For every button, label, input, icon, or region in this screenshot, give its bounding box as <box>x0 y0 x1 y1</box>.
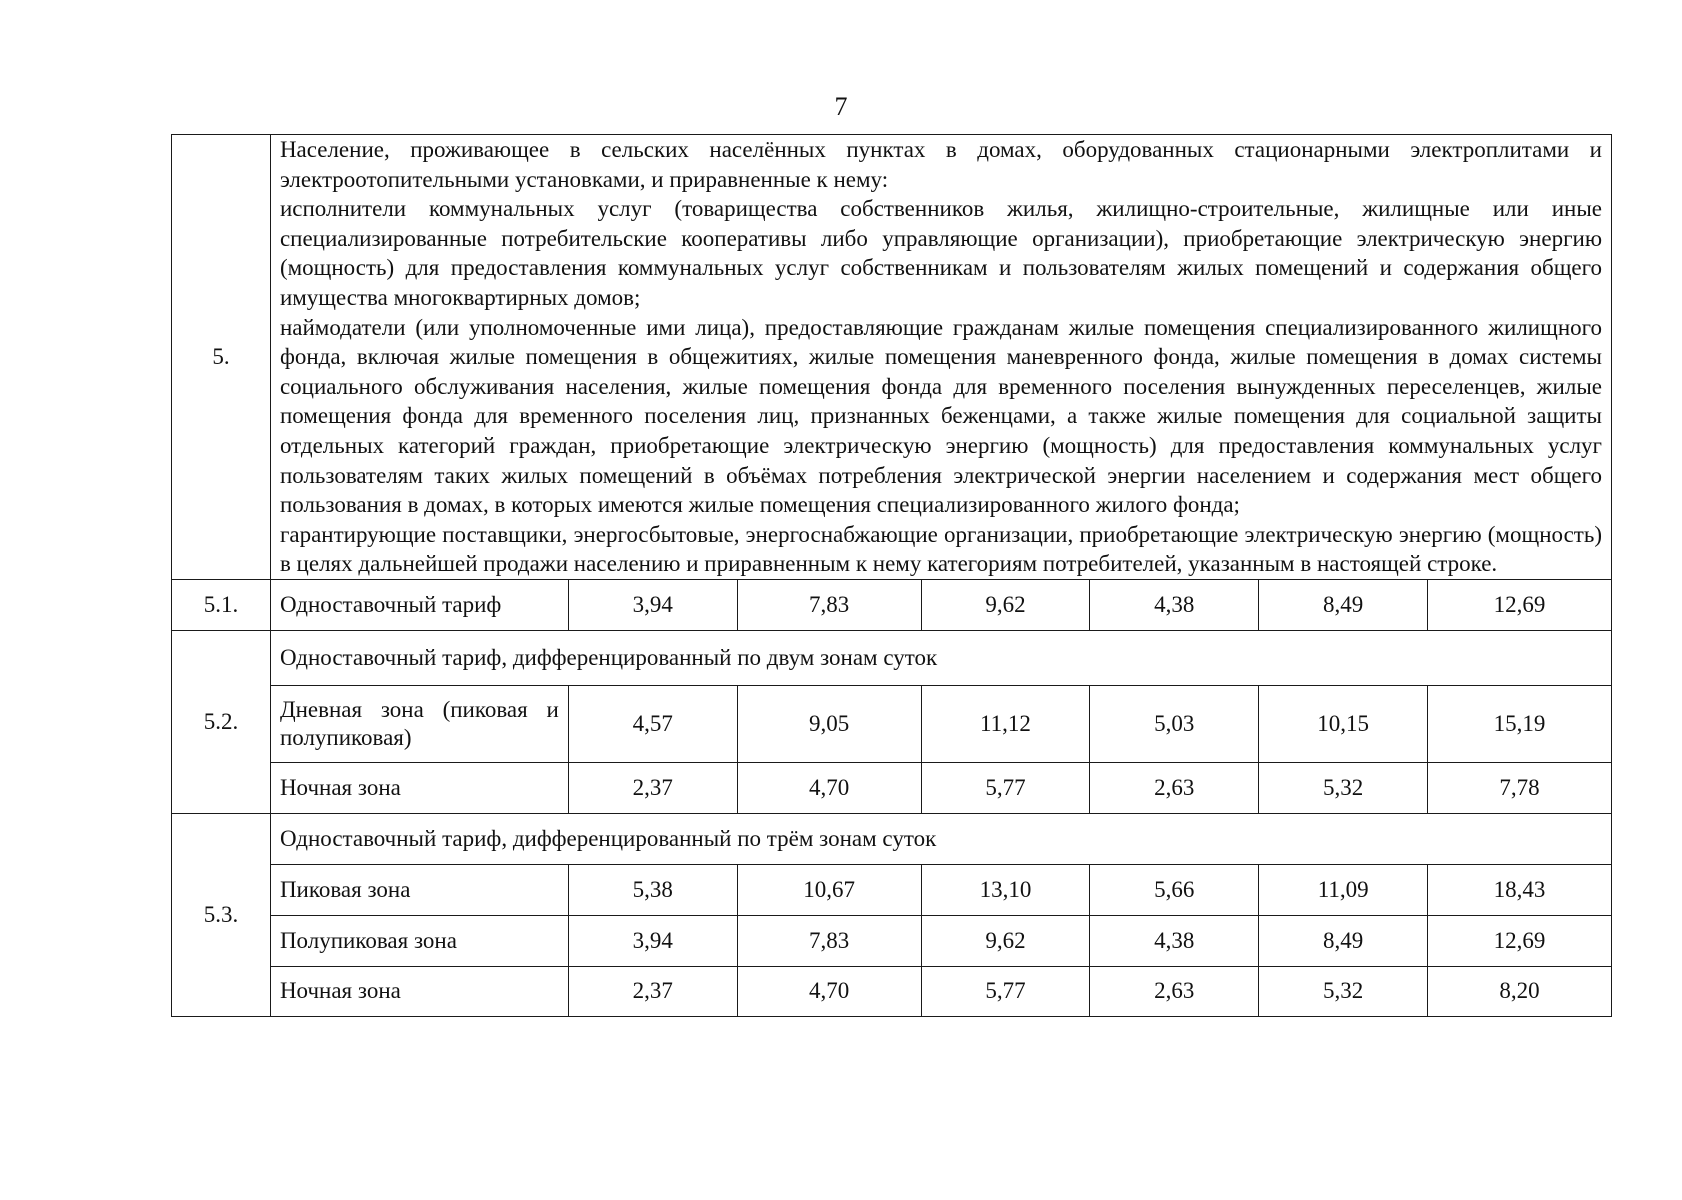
tariff-value: 4,38 <box>1090 915 1259 966</box>
section-row <box>172 135 1612 580</box>
tariff-value: 11,12 <box>921 685 1090 762</box>
section-paragraph: гарантирующие поставщики, энергосбытовые, энергоснабжающие организации, приобретающие электрическую энергию (мощность) в целях дальнейшей продажи населению и приравненным к нему категориям потребителей, указанным в настоящей строке. <box>279 521 1602 577</box>
tariff-value: 13,10 <box>921 864 1090 915</box>
section-number: 5. <box>172 135 271 580</box>
tariff-value: 8,20 <box>1428 966 1612 1016</box>
tariff-value: 5,32 <box>1259 966 1428 1016</box>
tariff-value: 5,77 <box>921 966 1090 1016</box>
tariff-value: 12,69 <box>1428 915 1612 966</box>
tariff-value: 8,49 <box>1259 915 1428 966</box>
tariff-value: 2,37 <box>568 762 737 813</box>
tariff-value: 4,70 <box>737 762 921 813</box>
tariff-value: 11,09 <box>1259 864 1428 915</box>
tariff-value: 7,83 <box>737 579 921 630</box>
tariff-value: 10,67 <box>737 864 921 915</box>
zone-name: Пиковая зона <box>270 864 568 915</box>
table-row <box>172 915 1612 966</box>
tariff-value: 10,15 <box>1259 685 1428 762</box>
tariff-value: 9,62 <box>921 915 1090 966</box>
section-paragraph: наймодатели (или уполномоченные ими лица), предоставляющие гражданам жилые помещения специализированного жилищного фонда, включая жилые помещения в общежитиях, жилые помещения маневренного фонда, жилые помещения в домах системы социального обслуживания населения, жилые помещения фонда для временного поселения вынужденных переселенцев, жилые помещения фонда для временного поселения лиц, признанных беженцами, а также жилые помещения для социальной защиты отдельных категорий граждан, приобретающие электрическую энергию (мощность) для предоставления коммунальных услуг пользователям таких жилых помещений в объёмах потребления электрической энергии населением и содержания мест общего пользования в домах, в которых имеются жилые помещения специализированного жилого фонда; <box>279 314 1602 518</box>
tariff-value: 15,19 <box>1428 685 1612 762</box>
tariff-value: 5,38 <box>568 864 737 915</box>
tariff-heading: Одноставочный тариф, дифференцированный по двум зонам суток <box>270 630 1611 685</box>
tariff-heading: Одноставочный тариф, дифференцированный по трём зонам суток <box>270 813 1611 864</box>
tariff-value: 5,32 <box>1259 762 1428 813</box>
tariff-value: 2,37 <box>568 966 737 1016</box>
tariff-value: 5,03 <box>1090 685 1259 762</box>
tariff-value: 7,78 <box>1428 762 1612 813</box>
row-number: 5.1. <box>172 579 271 630</box>
zone-name: Ночная зона <box>270 966 568 1016</box>
zone-name: Ночная зона <box>270 762 568 813</box>
tariff-value: 5,66 <box>1090 864 1259 915</box>
tariff-value: 3,94 <box>568 579 737 630</box>
row-number: 5.3. <box>172 813 271 1016</box>
table-row <box>172 630 1612 685</box>
tariff-value: 9,62 <box>921 579 1090 630</box>
tariff-value: 18,43 <box>1428 864 1612 915</box>
section-paragraph: Население, проживающее в сельских населённых пунктах в домах, оборудованных стационарными электроплитами и электроотопительными установками, и приравненные к нему: <box>279 137 1602 192</box>
tariff-value: 8,49 <box>1259 579 1428 630</box>
table-row <box>172 813 1612 864</box>
row-number: 5.2. <box>172 630 271 813</box>
tariff-value: 12,69 <box>1428 579 1612 630</box>
tariff-value: 5,77 <box>921 762 1090 813</box>
tariff-value: 4,57 <box>568 685 737 762</box>
tariff-value: 9,05 <box>737 685 921 762</box>
tariff-name: Одноставочный тариф <box>270 579 568 630</box>
page-number: 7 <box>834 92 848 121</box>
table-row <box>172 864 1612 915</box>
table-row <box>172 579 1612 630</box>
tariff-value: 2,63 <box>1090 966 1259 1016</box>
zone-name: Полупиковая зона <box>270 915 568 966</box>
tariff-value: 7,83 <box>737 915 921 966</box>
tariff-value: 3,94 <box>568 915 737 966</box>
tariff-value: 4,70 <box>737 966 921 1016</box>
section-description <box>270 135 1611 580</box>
section-paragraph: исполнители коммунальных услуг (товарищества собственников жилья, жилищно-строительные, жилищные или иные специализированные потребительские кооперативы либо управляющие организации), приобретающие электрическую энергию (мощность) для предоставления коммунальных услуг собственникам и пользователям жилых помещений и содержания общего имущества многоквартирных домов; <box>279 196 1602 310</box>
table-row <box>172 762 1612 813</box>
zone-name: Дневная зона (пиковая и полупиковая) <box>270 685 568 762</box>
tariff-value: 2,63 <box>1090 762 1259 813</box>
table-row <box>172 966 1612 1016</box>
table-row <box>172 685 1612 762</box>
tariff-value: 4,38 <box>1090 579 1259 630</box>
tariff-table <box>171 134 1612 1017</box>
